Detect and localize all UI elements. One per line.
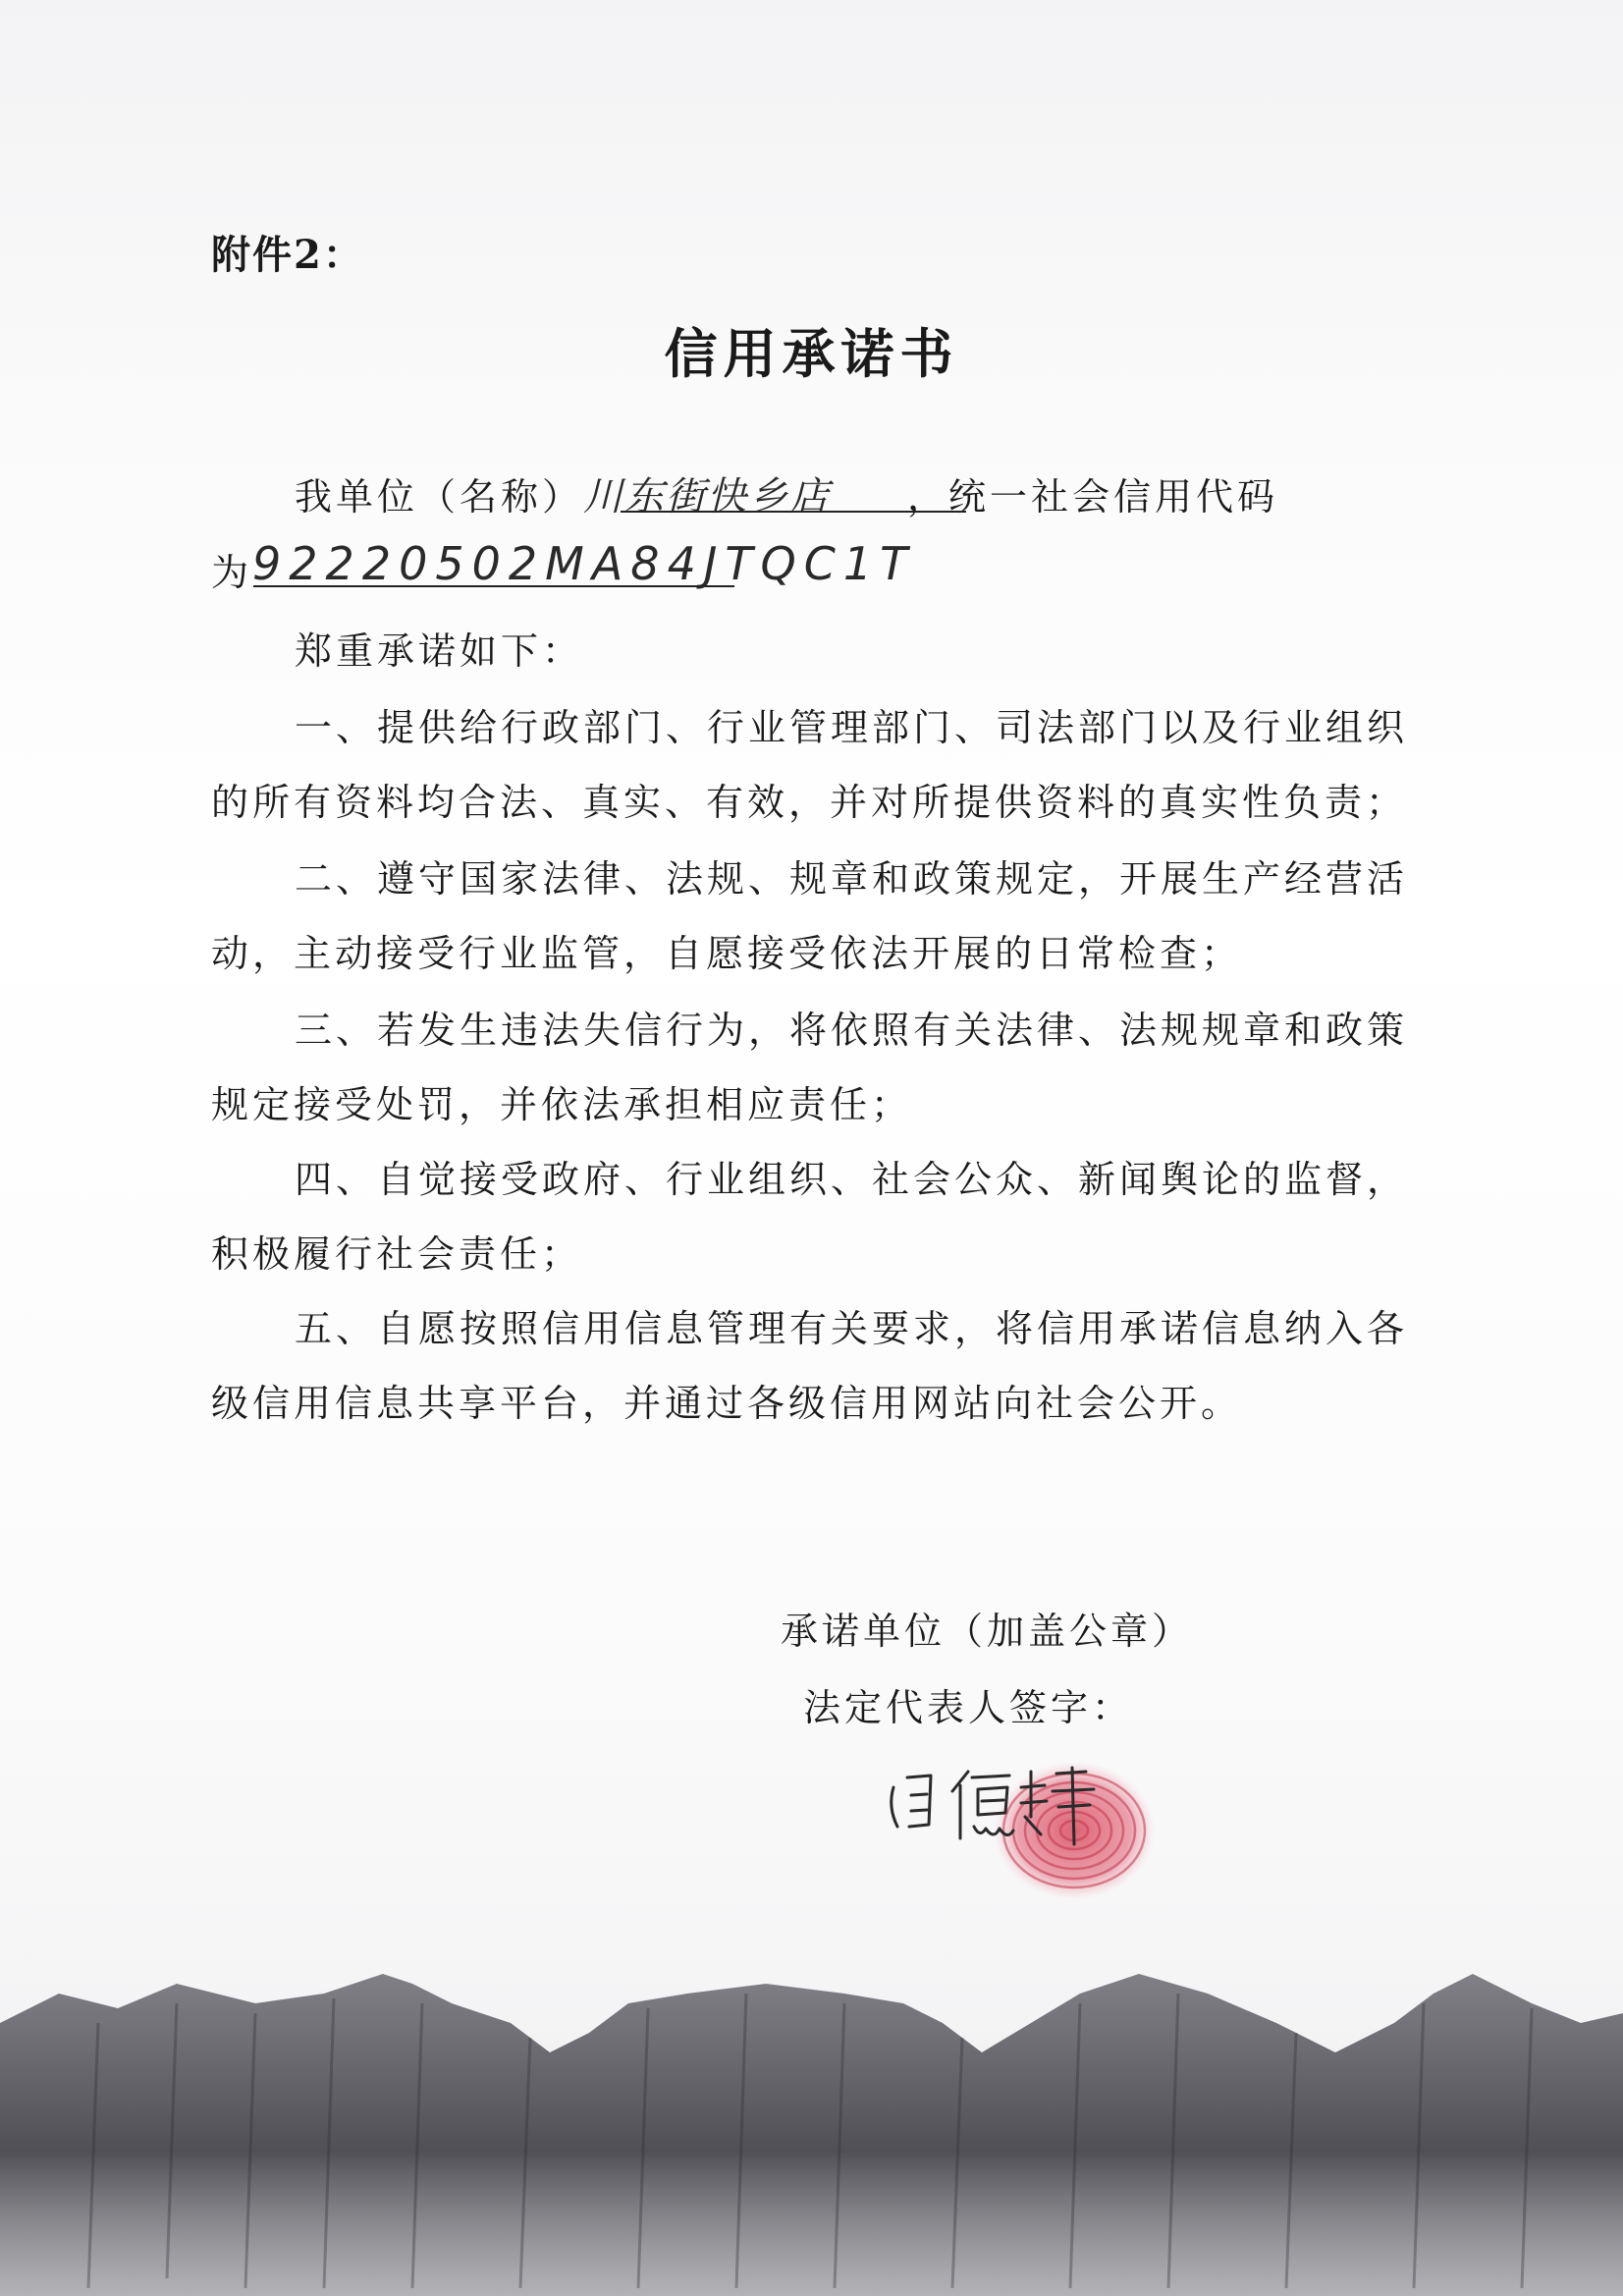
commitment-4-line-1: 四、自觉接受政府、行业组织、社会公众、新闻舆论的监督， [295, 1158, 1409, 1201]
credit-code-handwritten: 92220502MA84JTQC1T [252, 537, 916, 590]
pledge-heading: 郑重承诺如下： [295, 629, 584, 673]
commitment-2-line-2: 动，主动接受行业监管，自愿接受依法开展的日常检查； [211, 932, 1243, 975]
commitment-2-line-1: 二、遵守国家法律、法规、规章和政策规定，开展生产经营活 [295, 857, 1409, 901]
company-name-handwritten: 川东街快乡店 [583, 474, 832, 519]
commitment-5-line-1: 五、自愿按照信用信息管理有关要求，将信用承诺信息纳入各 [295, 1307, 1409, 1350]
attachment-label: 附件2： [211, 232, 364, 278]
company-name-underline [621, 511, 966, 513]
commitment-1-line-1: 一、提供给行政部门、行业管理部门、司法部门以及行业组织 [295, 706, 1409, 749]
intro-line-2 [211, 537, 916, 596]
commitment-1-line-2: 的所有资料均合法、真实、有效，并对所提供资料的真实性负责； [211, 781, 1408, 824]
commitment-3-line-1: 三、若发生违法失信行为，将依照有关法律、法规规章和政策 [295, 1009, 1409, 1052]
commitment-5-line-2: 级信用信息共享平台，并通过各级信用网站向社会公开。 [211, 1382, 1243, 1425]
intro-prefix: 我单位（名称） [295, 475, 584, 519]
credit-code-underline [253, 585, 734, 587]
code-label-suffix: ，统一社会信用代码 [907, 475, 1279, 519]
intro-line-1 [295, 465, 1278, 521]
document-title: 信用承诺书 [664, 322, 959, 385]
code-prefix: 为 [211, 551, 253, 594]
unit-seal-label: 承诺单位（加盖公章） [781, 1610, 1194, 1653]
commitment-4-line-2: 积极履行社会责任； [211, 1232, 583, 1276]
legal-rep-signature [884, 1748, 1139, 1856]
commitment-3-line-2: 规定接受处罚，并依法承担相应责任； [211, 1083, 913, 1126]
legal-rep-label: 法定代表人签字： [803, 1686, 1134, 1729]
